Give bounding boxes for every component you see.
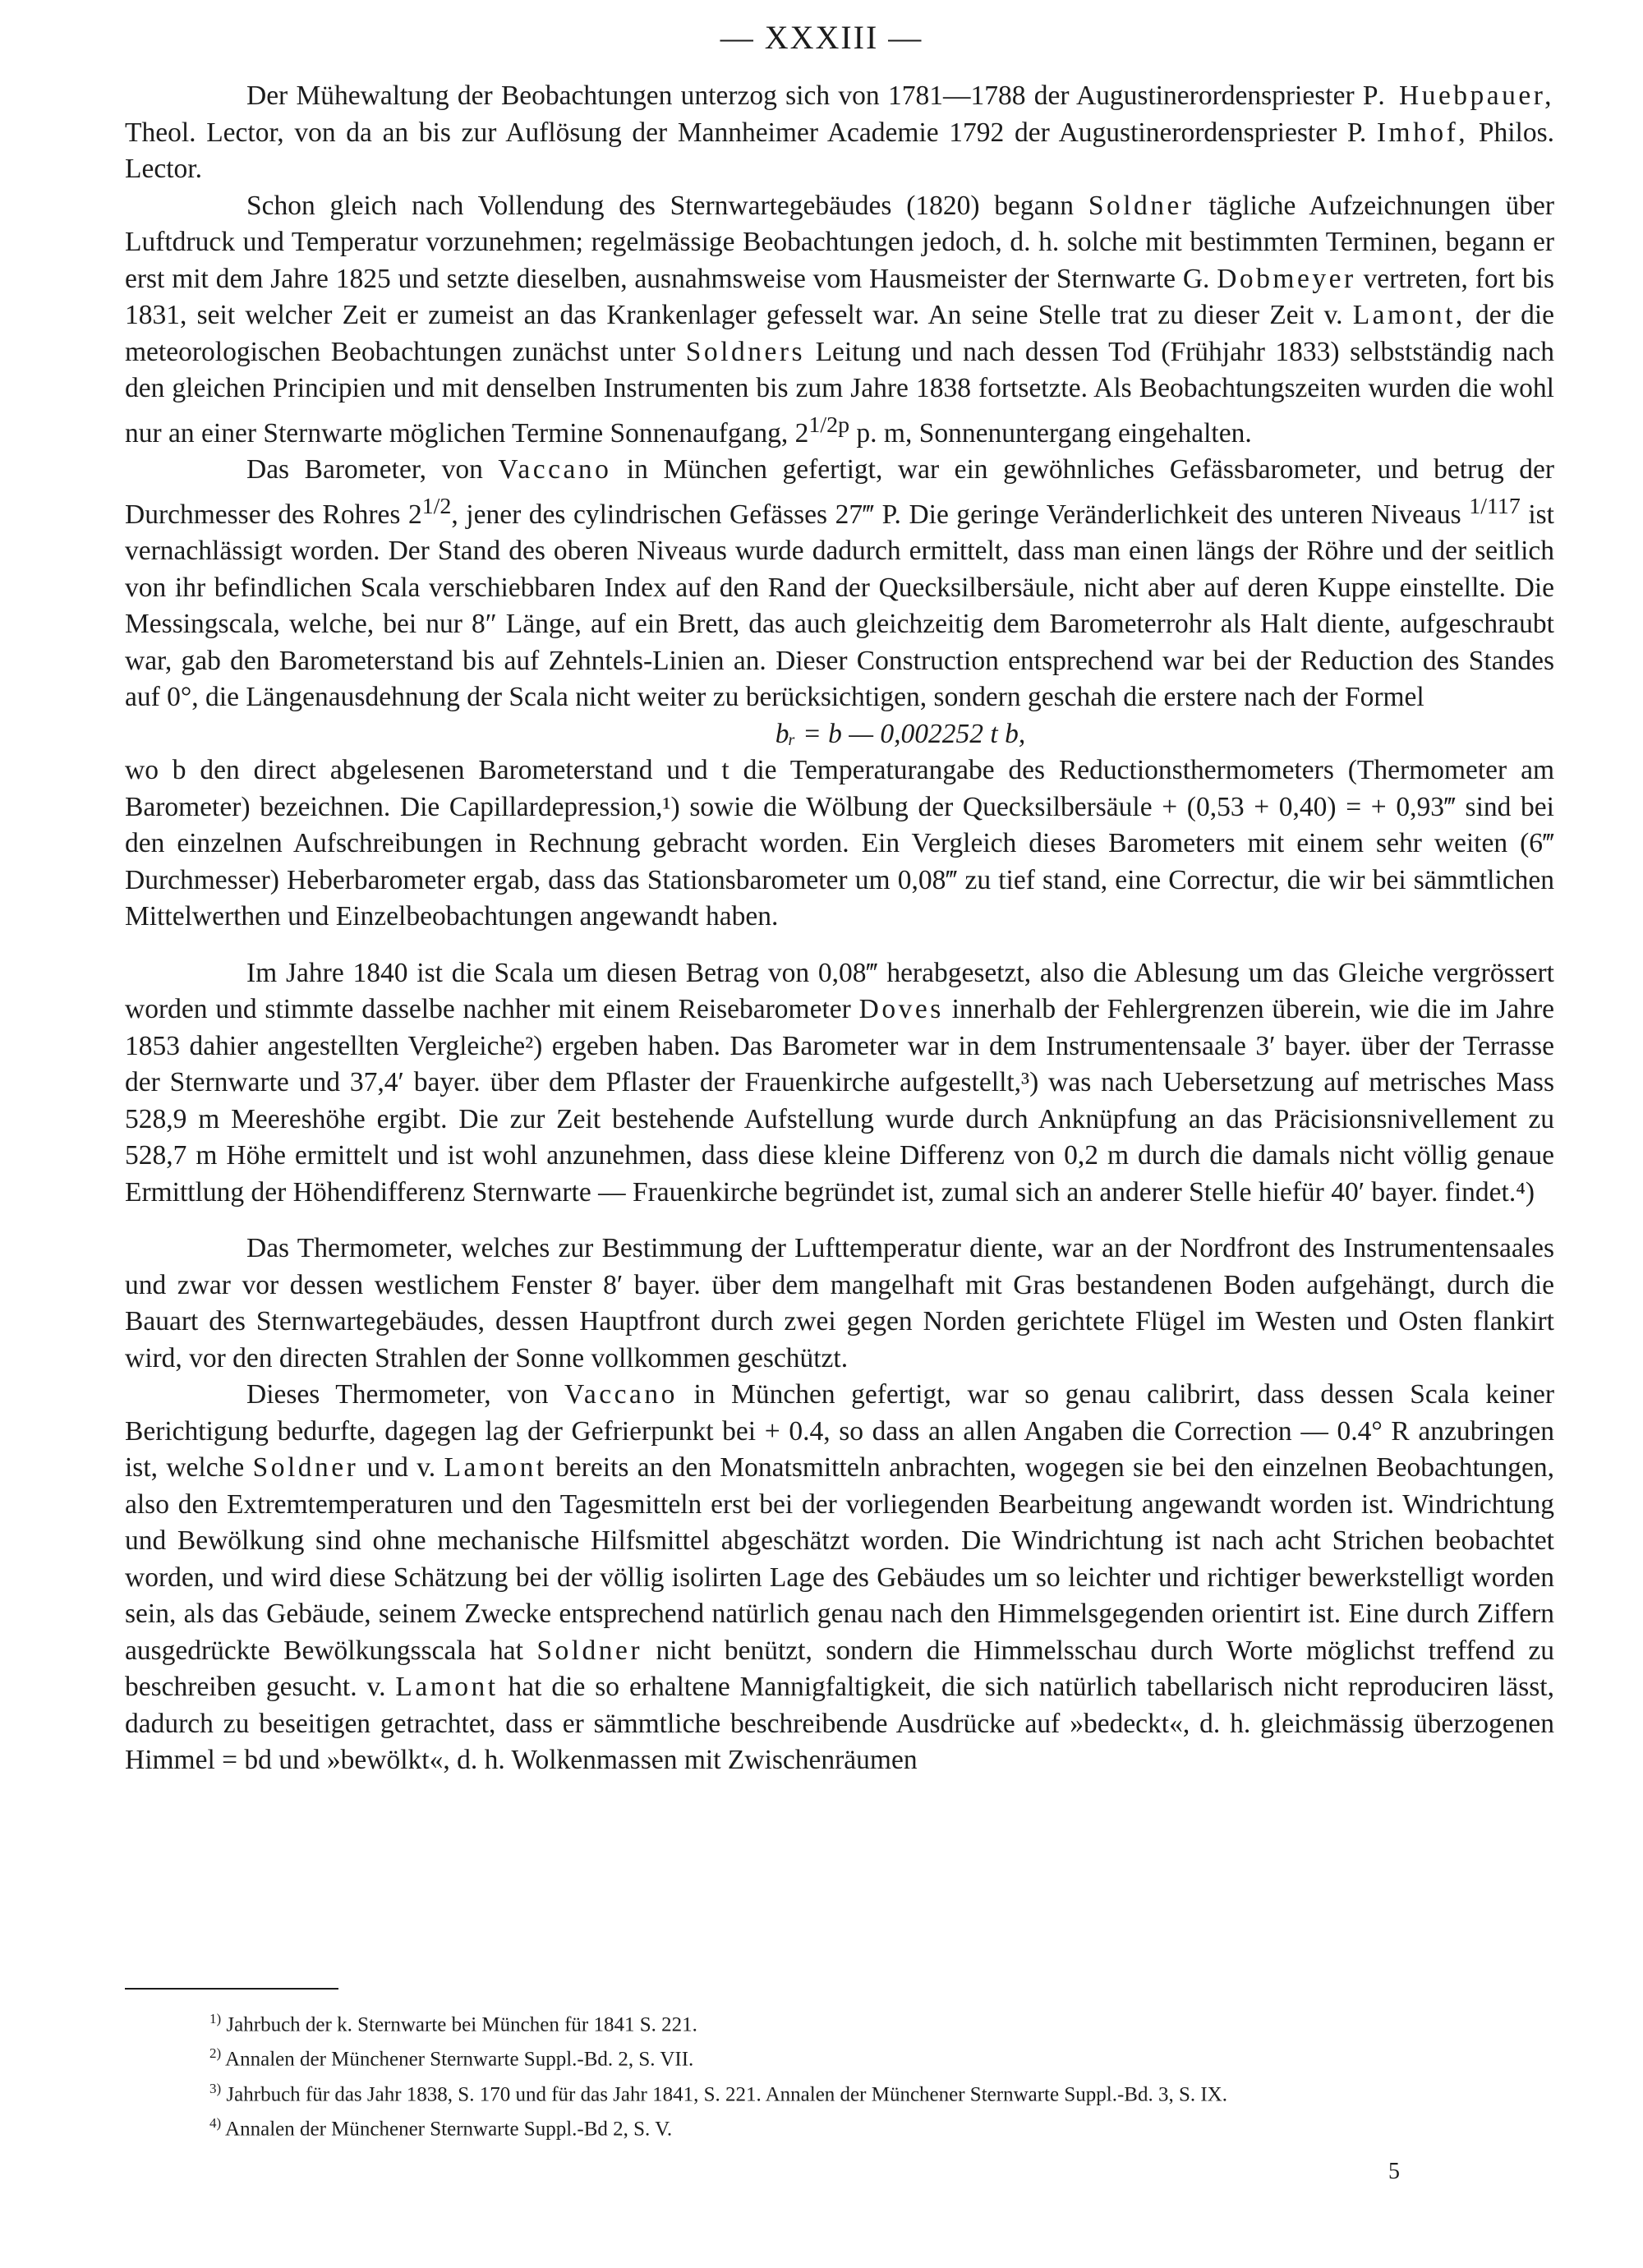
person-name: Doves bbox=[858, 994, 944, 1025]
person-name: Vaccano bbox=[498, 454, 612, 485]
footnote: $^{1)}$ Jahrbuch der k. Sternwarte bei München für 1841 S. 221. bbox=[209, 2011, 697, 2036]
person-name: Dobmeyer bbox=[1217, 263, 1356, 294]
person-name: Lamont bbox=[395, 1672, 499, 1703]
paragraph-thermometer-calibration: Dieses Thermometer, von Vaccano in München gefertigt, war so genau calibrirt, dass dessen Scala keiner Berichtigung bedurfte, dagegen lag der Gefrierpunkt bei + 0.4, so dass an allen Angaben die Correction — 0.4° R anzubringen ist, welche Soldner und v. Lamont bereits an den Monatsmitteln anbrachten, wogegen sie bei den einzelnen Beobachtungen, also den Extremtemperaturen und den Tagesmitteln erst bei der vorliegenden Bearbeitung angewandt worden ist. Windrichtung und Bewölkung sind ohne mechanische Hilfsmittel abgeschätzt worden. Die Windrichtung ist nach acht Strichen beobachtet worden, und wird diese Schätzung bei der völlig isolirten Lage des Gebäudes um so leichter und richtiger bewerkstelligt worden sein, als das Gebäude, seinem Zwecke entsprechend natürlich genau nach den Himmelsgegenden orientirt ist. Eine durch Ziffern ausgedrückte Bewölkungsscala hat Soldner nicht benützt, sondern die Himmelsschau durch Worte möglichst treffend zu beschreiben gesucht. v. Lamont hat die so erhaltene Mannigfaltigkeit, die sich natürlich tabellarisch nicht reproduciren lässt, dadurch zu beseitigen getrachtet, dass er sämmtliche beschreibende Ausdrücke auf »bedeckt«, d. h. gleichmässig überzogenen Himmel = bd und »bewölkt«, d. h. Wolkenmassen mit Zwischenräumen bbox=[125, 1379, 1555, 1776]
person-name: P. Huebpauer, bbox=[1362, 81, 1554, 111]
fraction: 1/117 bbox=[1469, 493, 1521, 519]
paragraph-barometer: Das Barometer, von Vaccano in München gefertigt, war ein gewöhnliches Gefässbarometer, und betrug der Durchmesser des Rohres $2^{1/2}$, jener des cylindrischen Gefässes 27‴ P. Die geringe Veränderlichkeit des unteren Niveaus $^{1/117}$ ist vernachlässigt worden. Der Stand des oberen Niveaus wurde dadurch ermittelt, dass man einen längs der Röhre und der seitlich von ihr befindlichen Scala verschiebbaren Index auf den Rand der Quecksilbersäule, nicht aber auf deren Kuppe einstellte. Die Messingscala, welche, bei nur 8″ Länge, auf ein Brett, das auch gleichzeitig dem Barometerrohr als Halt diente, aufgeschraubt war, gab den Barometerstand bis auf Zehntels-Linien an. Dieser Construction entsprechend war bei der Reduction des Standes auf 0°, die Längenausdehnung der Scala nicht weiter zu berücksichtigen, sondern geschah die erstere nach der Formel bbox=[125, 454, 1554, 713]
footnotes bbox=[209, 2004, 1557, 2143]
person-name: Soldners bbox=[685, 336, 806, 367]
footnote: $^{3)}$ Jahrbuch für das Jahr 1838, S. 170 und für das Jahr 1841, S. 221. Annalen der Münchener Sternwarte Suppl.-Bd. 3, S. IX. bbox=[209, 2080, 1227, 2105]
person-name: Soldner bbox=[536, 1635, 643, 1666]
footnote: $^{2)}$ Annalen der Münchener Sternwarte Suppl.-Bd. 2, S. VII. bbox=[209, 2045, 694, 2071]
paragraph-observers: Der Mühewaltung der Beobachtungen unterzog sich von 1781—1788 der Augustinerordenspriester P. Huebpauer, Theol. Lector, von da an bis zur Auflösung der Mannheimer Academie 1792 der Augustinerordenspriester P. Imhof, Philos. Lector. bbox=[125, 81, 1554, 184]
reduction-formula: bᵣ = b — 0,002252 t b, bbox=[775, 718, 1026, 749]
paragraph-capillary: wo b den direct abgelesenen Barometerstand und t die Temperaturangabe des Reductionsthermometers (Thermometer am Barometer) bezeichnen. Die Capillardepression,¹) sowie die Wölbung der Quecksilbersäule + (0,53 + 0,40) = + 0,93‴ sind bei den einzelnen Aufschreibungen in Rechnung gebracht worden. Ein Vergleich dieses Barometers mit einem sehr weiten (6‴ Durchmesser) Heberbarometer ergab, dass das Stationsbarometer um 0,08‴ zu tief stand, eine Correctur, die wir bei sämmtlichen Mittelwerthen und Einzelbeobachtungen angewandt haben. bbox=[125, 755, 1554, 932]
person-name: Lamont bbox=[444, 1452, 547, 1484]
fraction: 1/2 bbox=[808, 412, 839, 438]
footnote: $^{4)}$ Annalen der Münchener Sternwarte Suppl.-Bd 2, S. V. bbox=[209, 2114, 673, 2141]
person-name: Soldner bbox=[252, 1452, 359, 1484]
page-header: — XXXIII — bbox=[720, 19, 923, 56]
page-number: 5 bbox=[1388, 2159, 1400, 2184]
paragraph-scale-1840: Im Jahre 1840 ist die Scala um diesen Betrag von 0,08‴ herabgesetzt, also die Ablesung um das Gleiche vergrössert worden und stimmte dasselbe nachher mit einem Reisebarometer Doves innerhalb der Fehlergrenzen überein, wie die im Jahre 1853 dahier angestellten Vergleiche²) ergeben haben. Das Barometer war in dem Instrumentensaale 3′ bayer. über der Terrasse der Sternwarte und 37,4′ bayer. über dem Pflaster der Frauenkirche aufgestellt,³) was nach Uebersetzung auf metrisches Mass 528,9 m Meereshöhe ergibt. Die zur Zeit bestehende Aufstellung wurde durch Anknüpfung an das Präcisionsnivellement zu 528,7 m Höhe ermittelt und ist wohl anzunehmen, dass diese kleine Differenz von 0,2 m durch die damals nicht völlig genaue Ermittlung der Höhendifferenz Sternwarte — Frauenkirche begründet ist, zumal sich an anderer Stelle hiefür 40′ bayer. findet.⁴) bbox=[125, 957, 1554, 1208]
body-text bbox=[125, 78, 1554, 1779]
person-name: Lamont, bbox=[1352, 300, 1466, 330]
footnote-divider bbox=[125, 1988, 338, 1990]
fraction: 1/2 bbox=[421, 493, 452, 519]
paragraph-thermometer: Das Thermometer, welches zur Bestimmung der Lufttemperatur diente, war an der Nordfront des Instrumentensaales und zwar vor dessen westlichem Fenster 8′ bayer. über dem mangelhaft mit Gras bestandenen Boden aufgehängt, durch die Bauart des Sternwartegebäudes, dessen Hauptfront durch zwei gegen Norden gerichtete Flügel im Westen und Osten flankirt wird, vor den directen Strahlen der Sonne vollkommen geschützt. bbox=[125, 1233, 1554, 1373]
person-name: Soldner bbox=[1088, 190, 1194, 221]
person-name: Imhof, bbox=[1376, 117, 1469, 148]
paragraph-soldner: Schon gleich nach Vollendung des Sternwartegebäudes (1820) begann Soldner tägliche Aufzeichnungen über Luftdruck und Temperatur vorzunehmen; regelmässige Beobachtungen jedoch, d. h. solche mit bestimmten Terminen, begann er erst mit dem Jahre 1825 und setzte dieselben, ausnahmsweise vom Hausmeister der Sternwarte G. Dobmeyer vertreten, fort bis 1831, seit welcher Zeit er zumeist an das Krankenlager gefesselt war. An seine Stelle trat zu dieser Zeit v. Lamont, der die meteorologischen Beobachtungen zunächst unter Soldners Leitung und nach dessen Tod (Frühjahr 1833) selbstständig nach den gleichen Principien und mit denselben Instrumenten bis zum Jahre 1838 fortsetzte. Als Beobachtungszeiten wurden die wohl nur an einer Sternwarte möglichen Termine Sonnenaufgang, $2^{1/2p}$ p. m, Sonnenuntergang eingehalten. bbox=[125, 190, 1554, 449]
person-name: Vaccano bbox=[564, 1379, 678, 1410]
